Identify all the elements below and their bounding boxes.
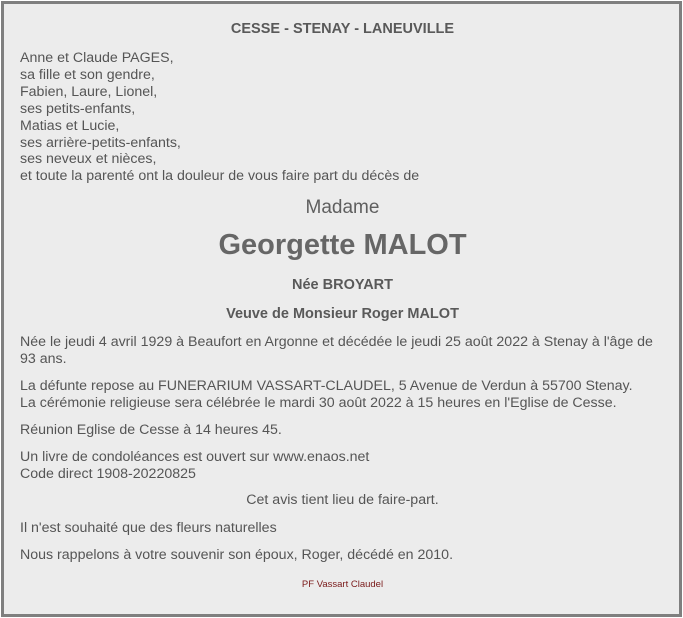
family-line: sa fille et son gendre, xyxy=(20,66,155,83)
family-announcement xyxy=(20,50,419,185)
condolence-line: Code direct 1908-20220825 xyxy=(20,466,196,482)
birth-death-line: Née le jeudi 4 avril 1929 à Beaufort en Argonne et décédée le jeudi 25 août 2022 à Stenay à l'âge de xyxy=(20,334,653,350)
funeral-line: La cérémonie religieuse sera célébrée le mardi 30 août 2022 à 15 heures en l'Eglise de Cesse. xyxy=(20,395,617,411)
family-line: Fabien, Laure, Lionel, xyxy=(20,83,158,100)
faire-part-notice: Cet avis tient lieu de faire-part. xyxy=(246,492,439,508)
honorific-title: Madame xyxy=(305,197,380,218)
condolence-line: Un livre de condoléances est ouvert sur www.enaos.net xyxy=(20,449,370,465)
reunion-paragraph: Réunion Eglise de Cesse à 14 heures 45. xyxy=(20,422,282,438)
family-line: ses petits-enfants, xyxy=(20,100,136,117)
funeral-paragraph xyxy=(20,378,665,412)
family-line: ses arrière-petits-enfants, xyxy=(20,134,181,151)
remembrance-paragraph: Nous rappelons à votre souvenir son époux, Roger, décédé en 2010. xyxy=(20,547,454,563)
family-line: ses neveux et nièces, xyxy=(20,151,157,168)
deceased-name: Georgette MALOT xyxy=(218,229,467,261)
family-line: et toute la parenté ont la douleur de vous faire part du décès de xyxy=(20,168,420,185)
obituary-notice xyxy=(1,1,682,617)
birth-death-line: 93 ans. xyxy=(20,351,67,367)
locality-header: CESSE - STENAY - LANEUVILLE xyxy=(230,21,455,37)
flowers-notice: Il n'est souhaité que des fleurs naturelles xyxy=(20,520,277,536)
maiden-name: Née BROYART xyxy=(292,277,393,293)
birth-death-paragraph xyxy=(20,334,665,368)
family-line: Anne et Claude PAGES, xyxy=(20,50,174,66)
widow-of: Veuve de Monsieur Roger MALOT xyxy=(226,306,459,322)
condolence-paragraph xyxy=(20,449,665,483)
funeral-home-credit: PF Vassart Claudel xyxy=(301,579,384,590)
family-line: Matias et Lucie, xyxy=(20,117,120,134)
funeral-line: La défunte repose au FUNERARIUM VASSART-CLAUDEL, 5 Avenue de Verdun à 55700 Stenay. xyxy=(20,378,633,394)
